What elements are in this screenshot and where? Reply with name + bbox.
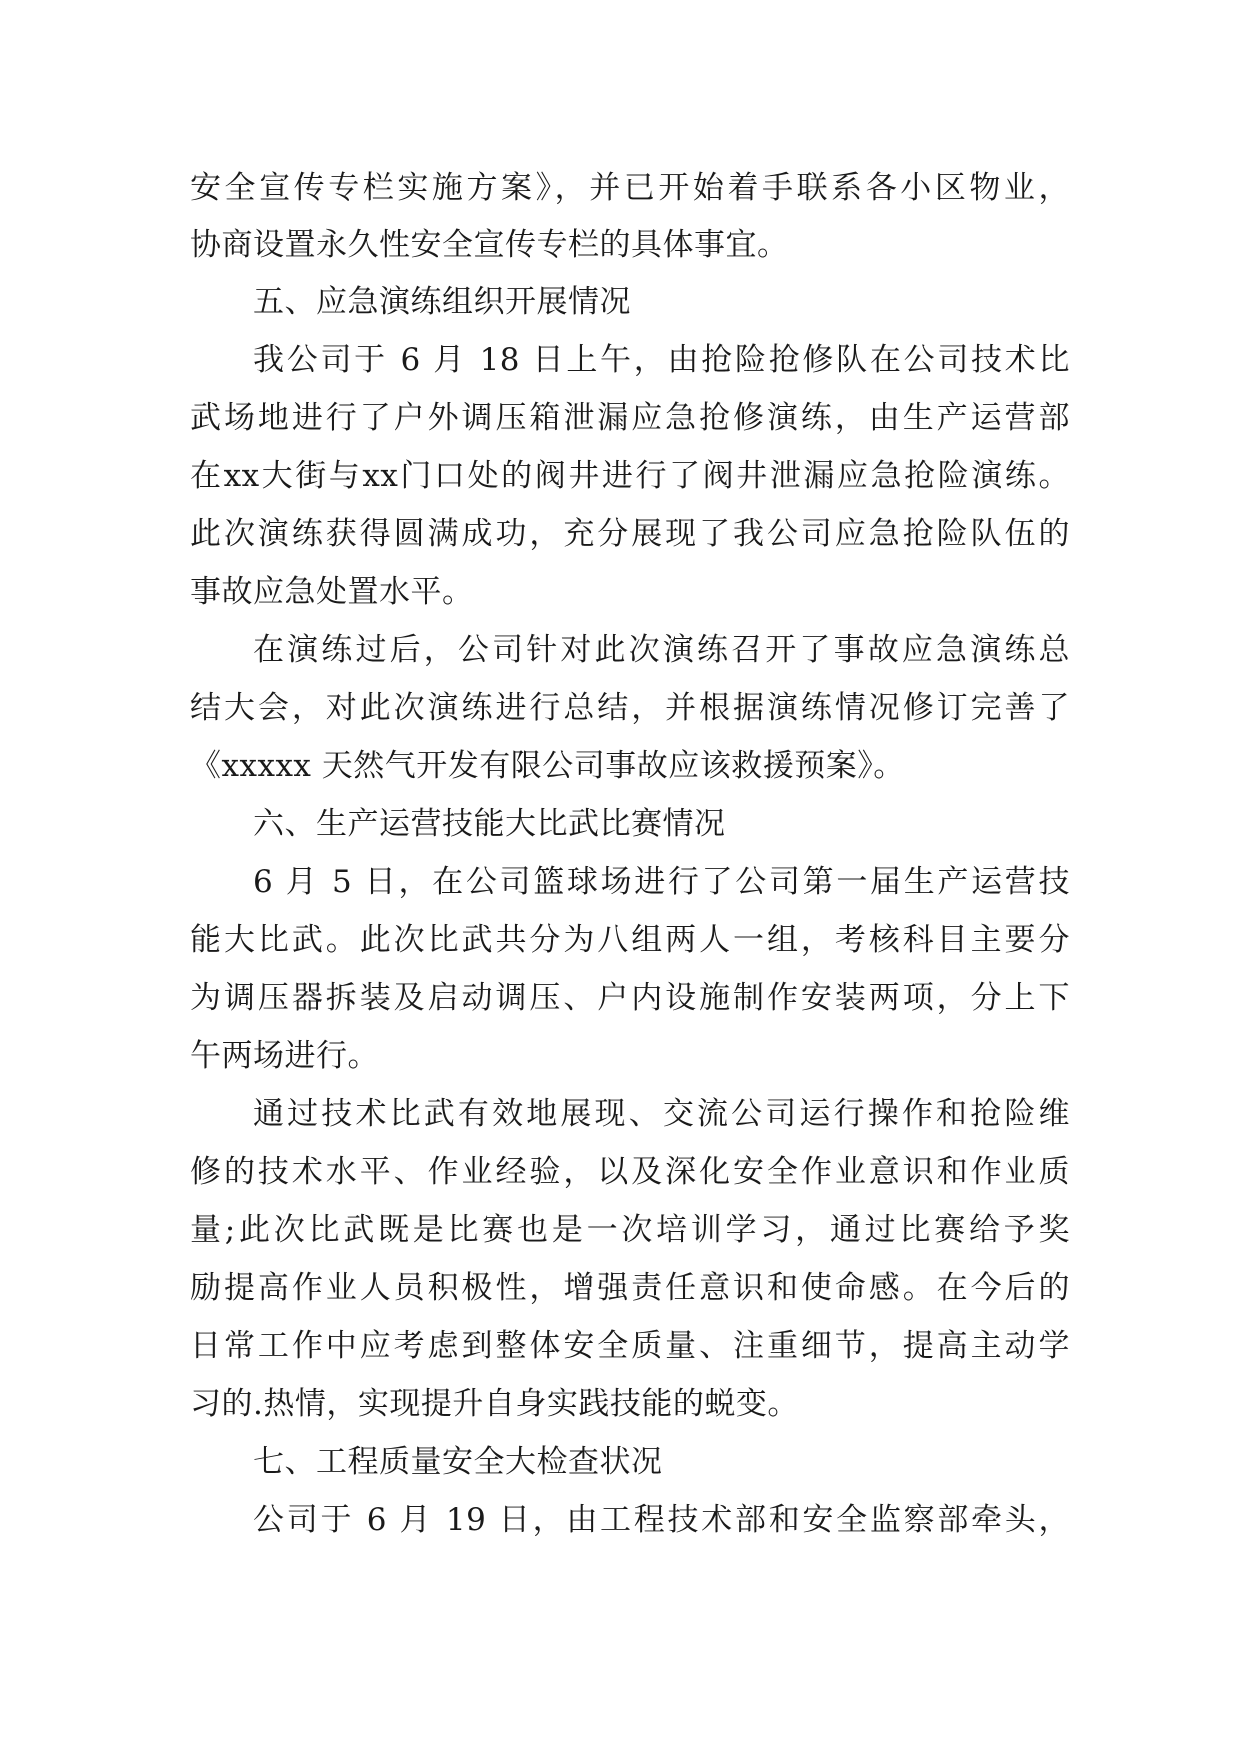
paragraph-line: 午两场进行。	[190, 1038, 379, 1074]
paragraph-line: 量;此次比武既是比赛也是一次培训学习，通过比赛给予奖	[190, 1212, 1070, 1248]
section-heading: 六、生产运营技能大比武比赛情况	[253, 806, 726, 842]
paragraph-line: 《xxxxx 天然气开发有限公司事故应该救援预案》。	[190, 748, 905, 784]
paragraph-line: 此次演练获得圆满成功，充分展现了我公司应急抢险队伍的	[190, 516, 1070, 552]
paragraph-line: 日常工作中应考虑到整体安全质量、注重细节，提高主动学	[190, 1328, 1070, 1364]
paragraph-line: 励提高作业人员积极性，增强责任意识和使命感。在今后的	[190, 1270, 1070, 1306]
paragraph-line: 在演练过后，公司针对此次演练召开了事故应急演练总	[253, 632, 1070, 668]
paragraph-line: 6 月 5 日，在公司篮球场进行了公司第一届生产运营技	[253, 864, 1070, 900]
paragraph-line: 在xx大街与xx门口处的阀井进行了阀井泄漏应急抢险演练。	[190, 458, 1070, 494]
paragraph-line: 修的技术水平、作业经验，以及深化安全作业意识和作业质	[190, 1154, 1070, 1190]
paragraph-line: 公司于 6 月 19 日，由工程技术部和安全监察部牵头，	[253, 1502, 1070, 1538]
section-heading: 五、应急演练组织开展情况	[253, 284, 631, 320]
paragraph-line: 协商设置永久性安全宣传专栏的具体事宜。	[190, 227, 789, 263]
paragraph-line: 安全宣传专栏实施方案》，并已开始着手联系各小区物业，	[190, 170, 1070, 206]
paragraph-line: 事故应急处置水平。	[190, 574, 474, 610]
paragraph-line: 为调压器拆装及启动调压、户内设施制作安装两项，分上下	[190, 980, 1070, 1016]
paragraph-line: 结大会，对此次演练进行总结，并根据演练情况修订完善了	[190, 690, 1070, 726]
paragraph-line: 习的.热情，实现提升自身实践技能的蜕变。	[190, 1386, 799, 1422]
paragraph-line: 我公司于 6 月 18 日上午，由抢险抢修队在公司技术比	[253, 342, 1070, 378]
paragraph-line: 能大比武。此次比武共分为八组两人一组，考核科目主要分	[190, 922, 1070, 958]
section-heading: 七、工程质量安全大检查状况	[253, 1444, 663, 1480]
paragraph-line: 武场地进行了户外调压箱泄漏应急抢修演练，由生产运营部	[190, 400, 1070, 436]
paragraph-line: 通过技术比武有效地展现、交流公司运行操作和抢险维	[253, 1096, 1070, 1132]
